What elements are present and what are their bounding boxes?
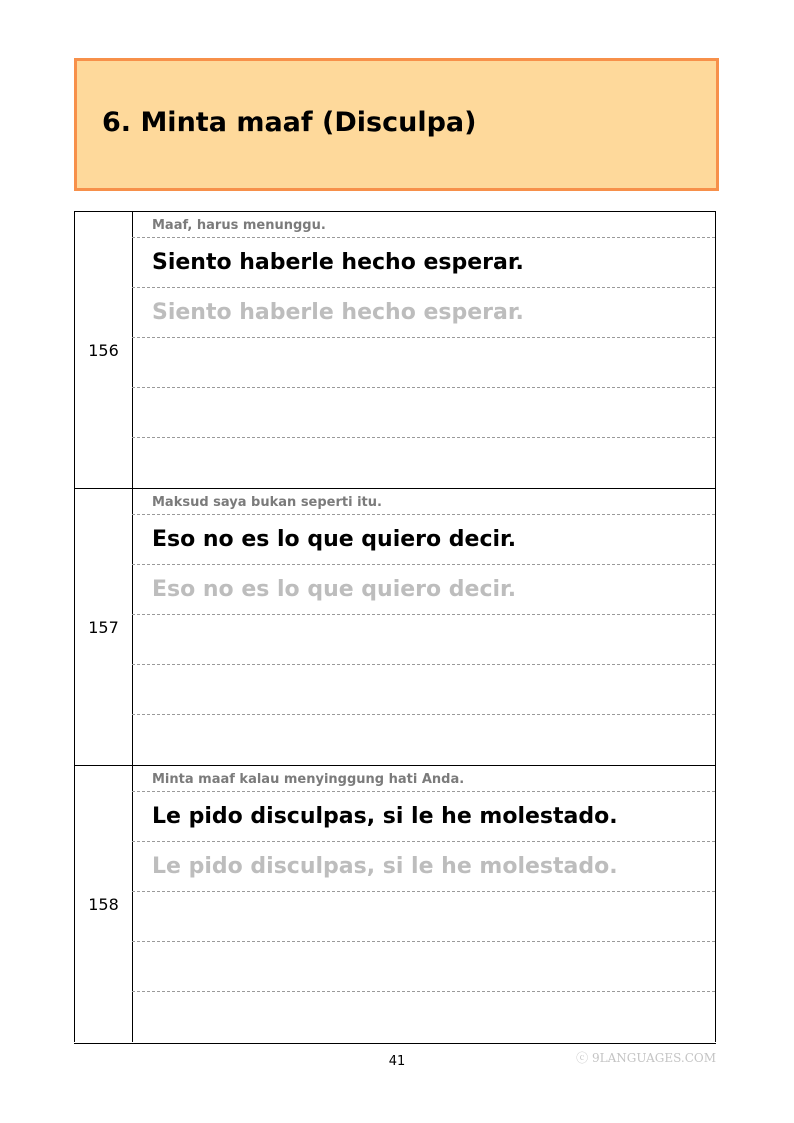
writing-line [132,237,715,238]
spanish-phrase: Le pido disculpas, si le he molestado. [152,804,618,829]
copyright-notice: ⓒ 9LANGUAGES.COM [576,1051,716,1065]
lesson-number: 157 [74,489,133,765]
writing-line [132,614,715,615]
writing-line [132,991,715,992]
writing-line [132,387,715,388]
trace-phrase: Eso no es lo que quiero decir. [152,577,517,602]
trace-phrase: Le pido disculpas, si le he molestado. [152,854,618,879]
writing-line [132,564,715,565]
practice-worksheet [74,211,716,1044]
lesson-content [132,212,716,488]
writing-line [132,714,715,715]
lesson-content [132,489,716,765]
lesson-block-157 [74,489,716,765]
lesson-number: 156 [74,212,133,488]
writing-line [132,337,715,338]
spanish-phrase: Siento haberle hecho esperar. [152,250,524,275]
writing-line [132,841,715,842]
indonesian-hint: Maaf, harus menunggu. [152,218,326,233]
writing-line [132,891,715,892]
spanish-phrase: Eso no es lo que quiero decir. [152,527,517,552]
page-number: 41 [388,1054,406,1069]
lesson-number: 158 [74,766,133,1042]
writing-line [132,664,715,665]
trace-phrase: Siento haberle hecho esperar. [152,300,524,325]
writing-line [132,514,715,515]
lesson-block-156 [74,212,716,488]
indonesian-hint: Maksud saya bukan seperti itu. [152,495,382,510]
writing-line [132,287,715,288]
writing-line [132,791,715,792]
title-banner [74,58,719,191]
writing-line [132,941,715,942]
page-title: 6. Minta maaf (Disculpa) [102,107,477,138]
indonesian-hint: Minta maaf kalau menyinggung hati Anda. [152,772,465,787]
writing-line [132,437,715,438]
lesson-content [132,766,716,1042]
lesson-block-158 [74,766,716,1042]
